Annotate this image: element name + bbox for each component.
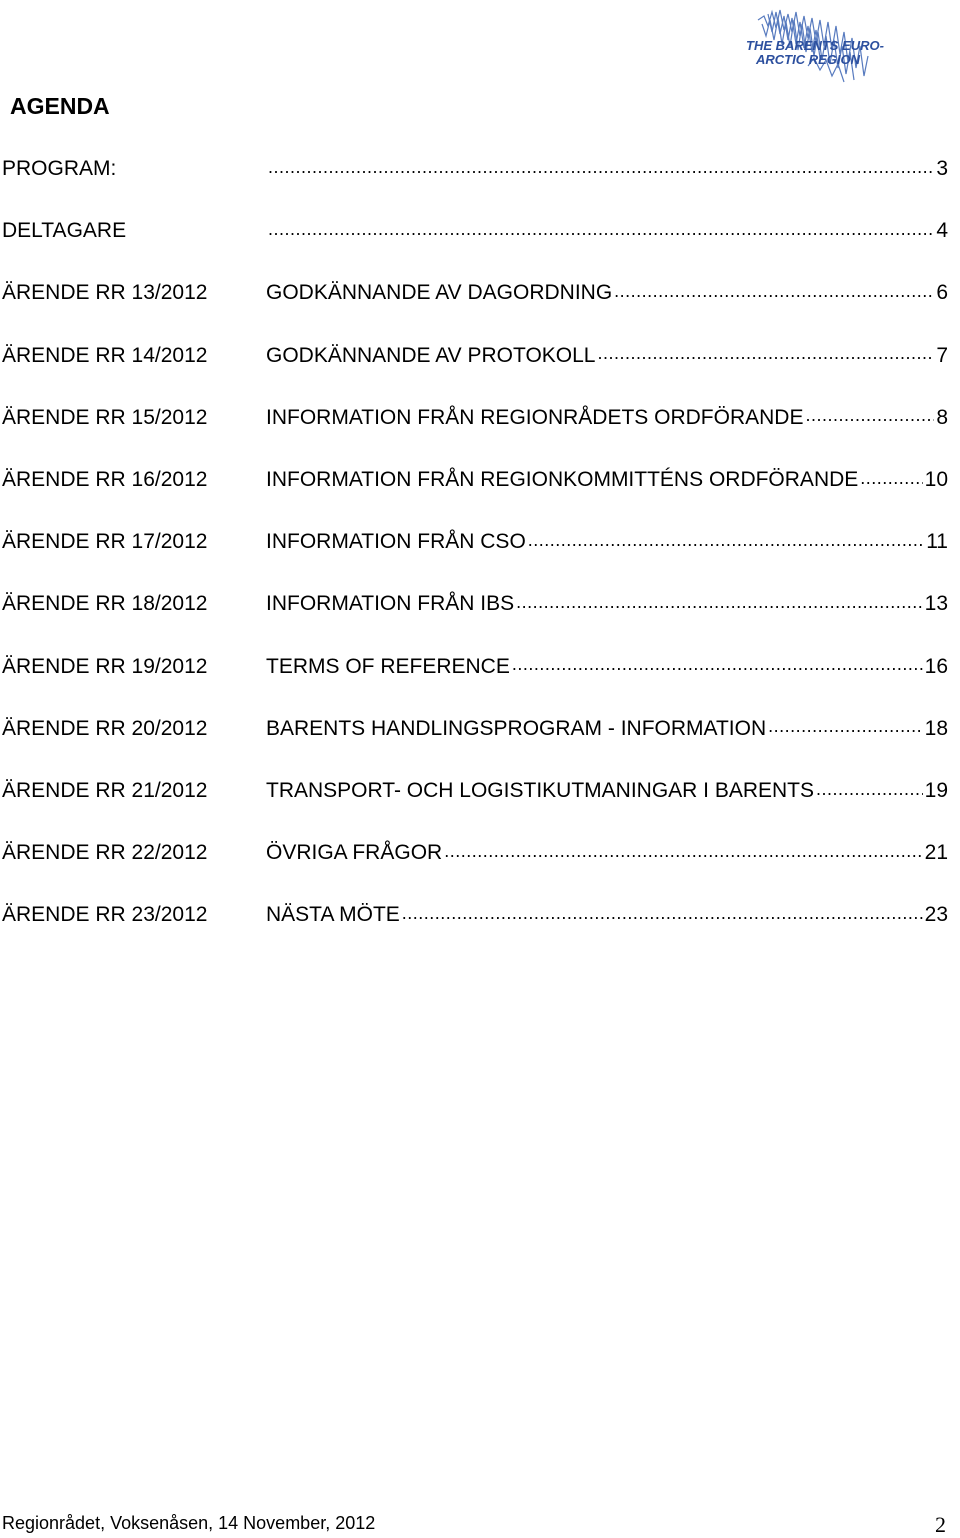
toc-entry[interactable] bbox=[2, 401, 948, 435]
toc-entry-code: PROGRAM: bbox=[2, 157, 117, 180]
dot-leader bbox=[768, 720, 922, 741]
toc-entry-title: INFORMATION FRÅN REGIONKOMMITTÉNS ORDFÖRANDE bbox=[266, 468, 859, 491]
toc-entry-code: ÄRENDE RR 15/2012 bbox=[2, 405, 208, 429]
toc-entry-page: 6 bbox=[936, 281, 948, 305]
toc-entry[interactable] bbox=[2, 587, 948, 621]
logo-line2: ARCTIC REGION bbox=[756, 52, 860, 67]
dot-leader bbox=[512, 658, 923, 679]
toc-entry[interactable] bbox=[2, 774, 948, 808]
toc-entry-page: 19 bbox=[924, 779, 948, 802]
toc-entry-code: ÄRENDE RR 23/2012 bbox=[2, 903, 208, 927]
dot-leader bbox=[402, 907, 923, 928]
toc-entry[interactable] bbox=[2, 214, 948, 248]
dot-leader bbox=[805, 409, 934, 430]
toc-entry-title: TERMS OF REFERENCE bbox=[266, 654, 510, 678]
toc-entry-title: INFORMATION FRÅN IBS bbox=[266, 592, 515, 616]
toc-entry-title: INFORMATION FRÅN REGIONRÅDETS ORDFÖRANDE bbox=[266, 405, 804, 429]
toc-entry[interactable] bbox=[2, 836, 948, 870]
toc-entry[interactable] bbox=[2, 525, 948, 559]
toc-entry-code: ÄRENDE RR 21/2012 bbox=[2, 779, 208, 802]
toc-entry-title: NÄSTA MÖTE bbox=[266, 903, 400, 927]
toc-entry-page: 13 bbox=[924, 592, 948, 616]
toc-entry-page: 18 bbox=[924, 716, 948, 740]
toc-entry-title: INFORMATION FRÅN CSO bbox=[266, 530, 526, 554]
toc-entry-code: ÄRENDE RR 20/2012 bbox=[2, 716, 208, 740]
toc-entry-page: 10 bbox=[924, 468, 948, 491]
dot-leader bbox=[597, 347, 934, 368]
toc-entry-code: ÄRENDE RR 18/2012 bbox=[2, 592, 208, 616]
toc-entry[interactable] bbox=[2, 276, 948, 310]
toc-entry-code: ÄRENDE RR 19/2012 bbox=[2, 654, 208, 678]
toc-entry-page: 21 bbox=[924, 841, 948, 865]
toc-entry-code: ÄRENDE RR 14/2012 bbox=[2, 343, 208, 367]
dot-leader bbox=[860, 472, 922, 493]
toc-entry-code: ÄRENDE RR 17/2012 bbox=[2, 530, 208, 554]
toc-entry[interactable] bbox=[2, 463, 948, 497]
dot-leader bbox=[268, 223, 934, 244]
logo-line1: THE BARENTS EURO- bbox=[746, 38, 884, 53]
dot-leader bbox=[444, 845, 922, 866]
toc-entry-page: 8 bbox=[936, 405, 948, 429]
toc-entry-page: 11 bbox=[926, 530, 948, 554]
page-title: AGENDA bbox=[10, 93, 110, 119]
toc-entry[interactable] bbox=[2, 898, 948, 932]
toc-entry[interactable] bbox=[2, 712, 948, 746]
toc-entry-title: TRANSPORT- OCH LOGISTIKUTMANINGAR I BARENTS bbox=[266, 779, 815, 802]
toc-entry-code: ÄRENDE RR 16/2012 bbox=[2, 468, 208, 491]
dot-leader bbox=[816, 783, 923, 804]
dot-leader bbox=[528, 534, 924, 555]
dot-leader bbox=[516, 596, 923, 617]
toc-entry-code: ÄRENDE RR 22/2012 bbox=[2, 841, 208, 865]
barents-logo-icon bbox=[738, 6, 890, 86]
page-number: 2 bbox=[935, 1512, 946, 1537]
toc-entry-page: 3 bbox=[936, 157, 948, 180]
toc-entry-title: BARENTS HANDLINGSPROGRAM - INFORMATION bbox=[266, 716, 767, 740]
toc-entry-page: 16 bbox=[924, 654, 948, 678]
toc-entry[interactable] bbox=[2, 152, 948, 186]
toc-entry[interactable] bbox=[2, 650, 948, 684]
toc-entry-code: DELTAGARE bbox=[2, 219, 127, 243]
dot-leader bbox=[268, 161, 934, 182]
toc-entry-page: 7 bbox=[936, 343, 948, 367]
toc-entry-page: 23 bbox=[924, 903, 948, 927]
toc-entry-code: ÄRENDE RR 13/2012 bbox=[2, 281, 208, 305]
toc-entry-title: GODKÄNNANDE AV PROTOKOLL bbox=[266, 343, 596, 367]
toc-entry[interactable] bbox=[2, 339, 948, 373]
toc-entry-page: 4 bbox=[936, 219, 948, 243]
dot-leader bbox=[614, 285, 934, 306]
toc-entry-title: GODKÄNNANDE AV DAGORDNING bbox=[266, 281, 613, 305]
footer-text: Regionrådet, Voksenåsen, 14 November, 2012 bbox=[2, 1513, 376, 1533]
toc-entry-title: ÖVRIGA FRÅGOR bbox=[266, 841, 443, 865]
